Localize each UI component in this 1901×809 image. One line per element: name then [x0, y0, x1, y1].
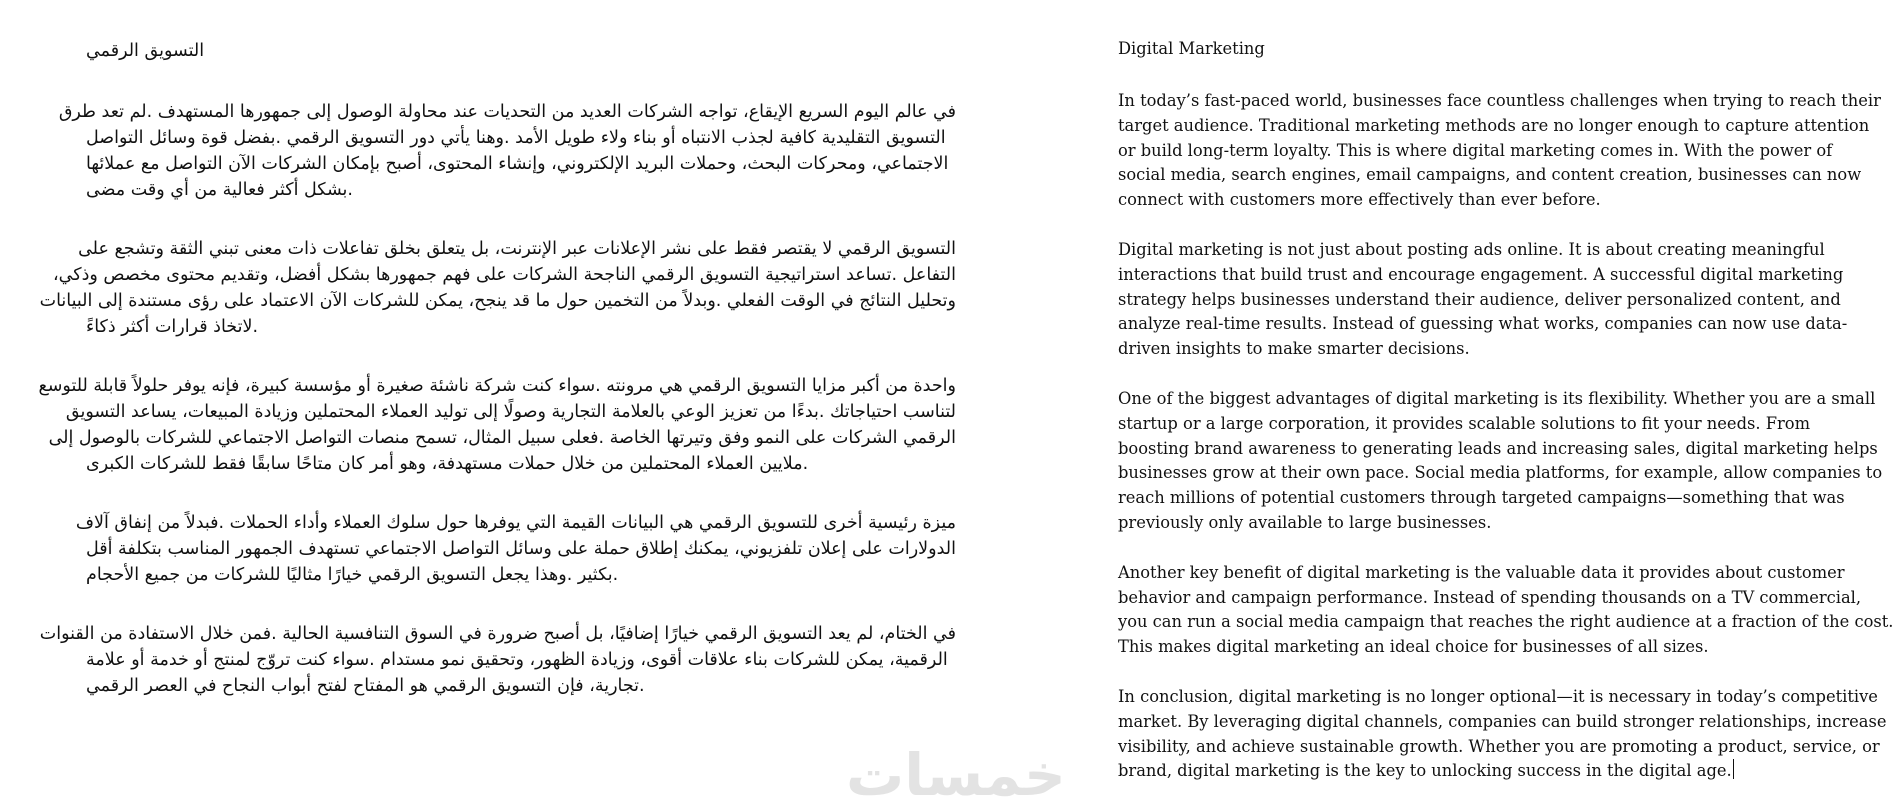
text-line: In today’s fast-paced world, businesses face countless challenges when trying to reach their: [1118, 91, 1881, 110]
text-line: التسويق الرقمي لا يقتصر فقط على نشر الإعلانات عبر الإنترنت، بل يتعلق بخلق تفاعلات ذات معنى تبني الثقة وتشجع على: [78, 239, 956, 259]
text-line: driven insights to make smarter decisions.: [1118, 339, 1470, 359]
text-line: behavior and campaign performance. Instead of spending thousands on a TV commercial,: [1118, 587, 1862, 607]
text-line: التفاعل .تساعد استراتيجية التسويق الرقمي الناجحة الشركات على فهم جمهورها بشكل أفضل، وتقديم محتوى مخصص وذكي،: [53, 265, 956, 285]
text-line: startup or a large corporation, it provides scalable solutions to fit your needs. From: [1118, 413, 1811, 433]
text-line: الاجتماعي، ومحركات البحث، وحملات البريد الإلكتروني، وإنشاء المحتوى، أصبح بإمكان الشركات الآن التواصل مع عملائها: [86, 154, 949, 174]
text-line: visibility, and achieve sustainable growth. Whether you are promoting a product, service, or: [1118, 736, 1880, 756]
text-line: Another key benefit of digital marketing is the valuable data it provides about customer: [1118, 562, 1845, 582]
text-line-content: brand, digital marketing is the key to unlocking success in the digital age.: [1118, 761, 1732, 781]
arabic-paragraph-4: [75, 510, 956, 588]
text-line: الرقمي الشركات على النمو وفق وتيرتها الخاصة .فعلى سبيل المثال، تسمح منصات التواصل الاجتماعي للشركات بالوصول إلى: [48, 428, 956, 448]
text-line: .بشكل أكثر فعالية من أي وقت مضى: [86, 180, 353, 200]
text-line: analyze real-time results. Instead of guessing what works, companies can now use data-: [1118, 314, 1848, 334]
text-line: reach millions of potential customers through targeted campaigns—something that was: [1118, 488, 1845, 508]
text-cursor: [1733, 759, 1734, 779]
arabic-paragraph-1: [58, 99, 956, 203]
text-line: في عالم اليوم السريع الإيقاع، تواجه الشركات العديد من التحديات عند محاولة الوصول إلى جمهورها المستهدف .لم تعد طرق: [58, 102, 956, 122]
watermark-logo: خمسات: [846, 741, 1066, 809]
text-line: One of the biggest advantages of digital marketing is its flexibility. Whether you are a small: [1118, 388, 1876, 408]
arabic-paragraph-5: [39, 621, 956, 699]
text-line: boosting brand awareness to generating leads and increasing sales, digital marketing helps: [1118, 438, 1878, 458]
text-line: الرقمية، يمكن للشركات بناء علاقات أقوى، وزيادة الظهور، وتحقيق نمو مستدام .سواء كنت تروّج لمنتج أو خدمة أو علامة: [86, 650, 948, 670]
english-paragraph-2: [1118, 238, 1878, 362]
english-paragraph-4: [1118, 561, 1894, 660]
english-paragraph-5: [1118, 685, 1887, 784]
text-line: target audience. Traditional marketing methods are no longer enough to capture attention: [1118, 115, 1870, 135]
text-line: واحدة من أكبر مزايا التسويق الرقمي هي مرونته .سواء كنت شركة ناشئة صغيرة أو مؤسسة كبيرة، فإنه يوفر حلولاً قابلة للتوسع: [38, 376, 956, 396]
text-line: or build long-term loyalty. This is where digital marketing comes in. With the power of: [1118, 140, 1833, 160]
text-line: previously only available to large businesses.: [1118, 512, 1492, 532]
text-line: في الختام، لم يعد التسويق الرقمي خيارًا إضافيًا، بل أصبح ضرورة في السوق التنافسية الحالية .فمن خلال الاستفادة من القنوات: [39, 624, 956, 644]
text-line: وتحليل النتائج في الوقت الفعلي .وبدلاً من التخمين حول ما قد ينجح، يمكن للشركات الآن الاعتماد على رؤى مستندة إلى البيانات: [39, 291, 956, 311]
text-line: strategy helps businesses understand their audience, deliver personalized content, and: [1118, 289, 1841, 309]
text-line: التسويق التقليدية كافية لجذب الانتباه أو بناء ولاء طويل الأمد .وهنا يأتي دور التسويق الرقمي .بفضل قوة وسائل التواصل: [86, 128, 946, 148]
text-line: businesses grow at their own pace. Social media platforms, for example, allow companies to: [1118, 463, 1883, 483]
arabic-paragraph-3: [38, 373, 956, 477]
text-line[interactable]: [1118, 759, 1878, 784]
text-line: interactions that build trust and encourage engagement. A successful digital marketing: [1118, 264, 1844, 284]
arabic-paragraph-2: [39, 236, 956, 340]
english-column: [1118, 36, 1894, 809]
arabic-title: التسويق الرقمي: [86, 41, 205, 61]
text-line: لتناسب احتياجاتك .بدءًا من تعزيز الوعي بالعلامة التجارية وصولًا إلى توليد العملاء المحتملين وزيادة المبيعات، يساعد التسويق: [65, 402, 956, 422]
text-line: .ملايين العملاء المحتملين من خلال حملات مستهدفة، وهو أمر كان متاحًا سابقًا فقط للشركات الكبرى: [86, 454, 809, 474]
english-paragraph-3: [1118, 387, 1883, 536]
text-line: you can run a social media campaign that reaches the right audience at a fraction of the cost.: [1118, 612, 1894, 632]
arabic-column: [38, 38, 956, 732]
text-line: connect with customers more effectively than ever before.: [1118, 190, 1601, 210]
text-line: .تجارية، فإن التسويق الرقمي هو المفتاح لفتح أبواب النجاح في العصر الرقمي: [86, 676, 645, 696]
text-line: .بكثير .وهذا يجعل التسويق الرقمي خيارًا مثاليًا للشركات من جميع الأحجام: [86, 565, 619, 585]
text-line: social media, search engines, email campaigns, and content creation, businesses can now: [1118, 165, 1862, 185]
text-line: ميزة رئيسية أخرى للتسويق الرقمي هي البيانات القيمة التي يوفرها حول سلوك العملاء وأداء الحملات .فبدلاً من إنفاق آلاف: [75, 513, 956, 533]
english-title: Digital Marketing: [1118, 39, 1265, 58]
english-paragraph-1: [1118, 89, 1881, 213]
text-line: الدولارات على إعلان تلفزيوني، يمكنك إطلاق حملة على وسائل التواصل الاجتماعي تستهدف الجمهور المناسب بتكلفة أقل: [86, 539, 956, 559]
text-line: In conclusion, digital marketing is no longer optional—it is necessary in today’s competitive: [1118, 686, 1878, 706]
text-line: This makes digital marketing an ideal choice for businesses of all sizes.: [1118, 637, 1709, 657]
text-line: market. By leveraging digital channels, companies can build stronger relationships, increase: [1118, 711, 1887, 731]
text-line: Digital marketing is not just about posting ads online. It is about creating meaningful: [1118, 239, 1825, 259]
text-line: .لاتخاذ قرارات أكثر ذكاءً: [86, 317, 259, 337]
